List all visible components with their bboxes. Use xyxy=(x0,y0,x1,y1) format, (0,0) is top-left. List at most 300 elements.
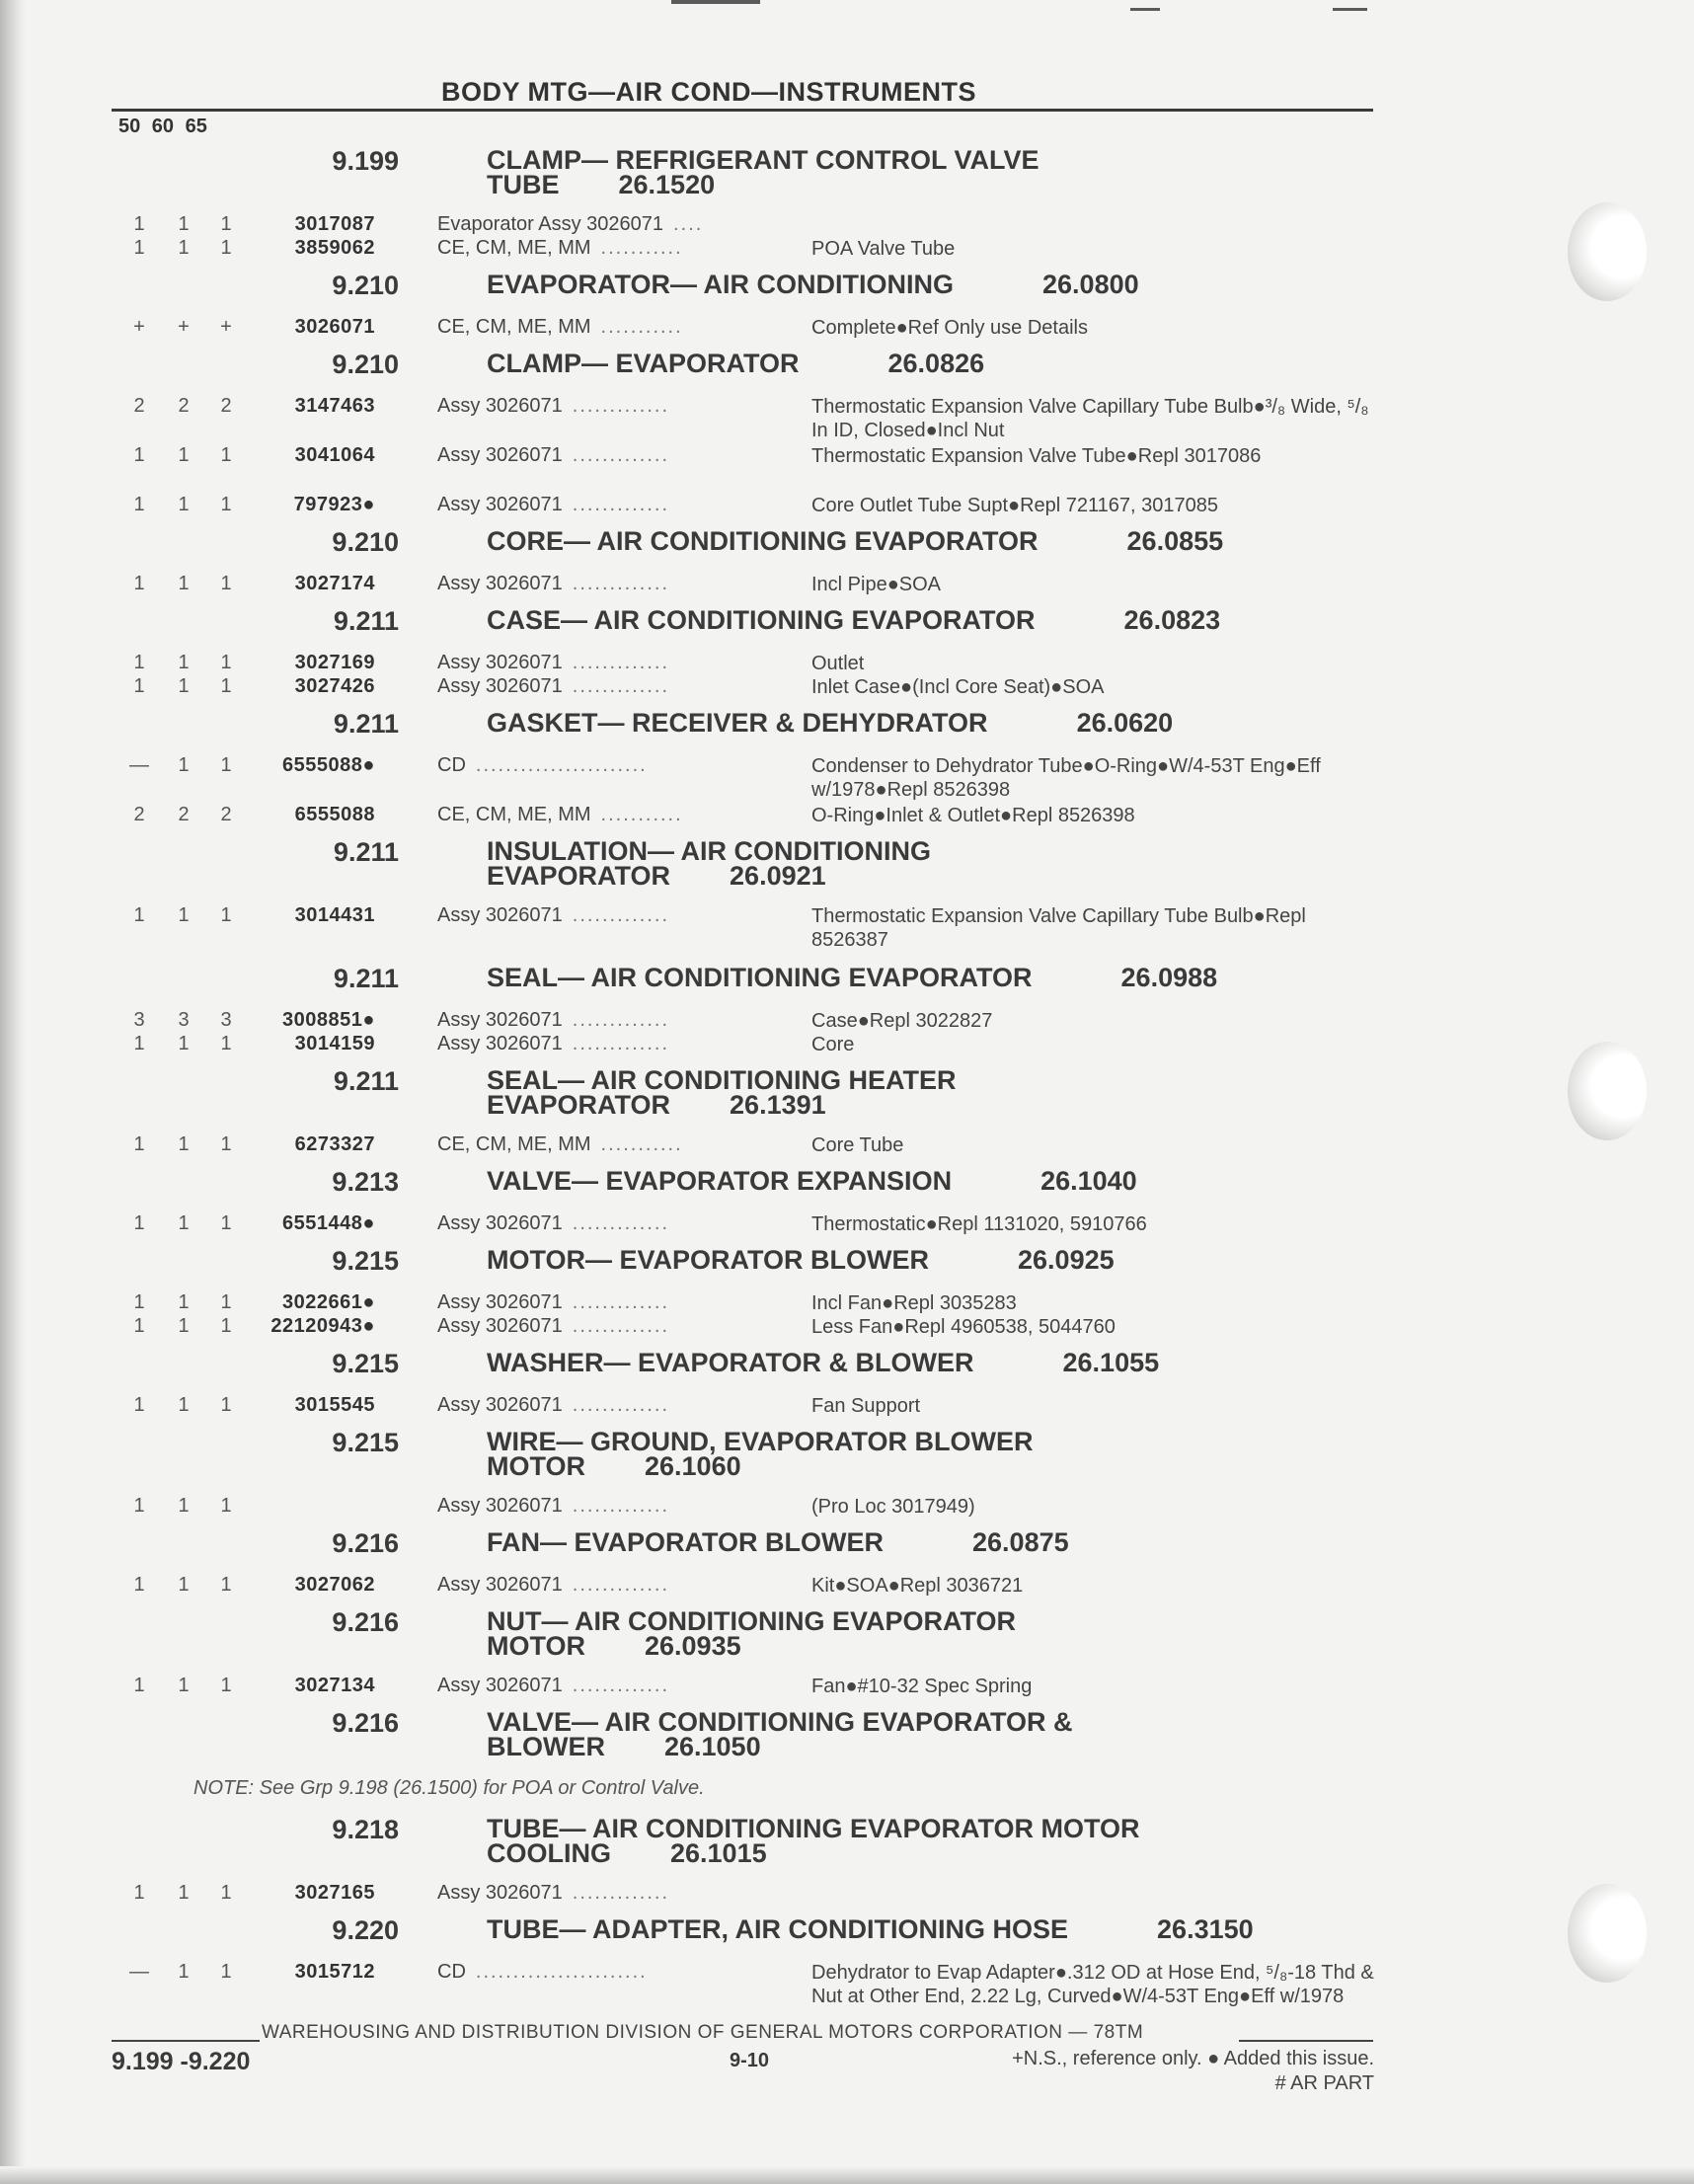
part-number: 3015545 xyxy=(294,1394,375,1416)
part-description: Fan●#10-32 Spec Spring xyxy=(811,1676,1033,1697)
part-group xyxy=(0,827,1694,904)
part-number: 6551448● xyxy=(282,1212,375,1234)
part-number: 3027426 xyxy=(294,675,375,697)
quantity-cell: 1 xyxy=(178,1961,190,1983)
model-text: Assy 3026071 xyxy=(437,1291,563,1313)
model-applicability xyxy=(437,1315,669,1338)
group-code: 26.1055 xyxy=(1062,1348,1160,1377)
part-number: 3041064 xyxy=(294,444,375,466)
group-number: 9.199 xyxy=(332,146,399,176)
group-code: 26.0921 xyxy=(730,861,826,891)
quantity-cell: 2 xyxy=(178,395,190,417)
group-title-line: EVAPORATOR— AIR CONDITIONING xyxy=(487,270,955,299)
model-applicability xyxy=(437,1212,669,1235)
model-text: Assy 3026071 xyxy=(437,573,563,594)
part-group xyxy=(0,1157,1694,1212)
quantity-cell: 1 xyxy=(133,675,145,697)
group-code: 26.1040 xyxy=(1040,1166,1137,1196)
quantity-cell: 1 xyxy=(133,573,145,594)
group-code: 26.0875 xyxy=(972,1527,1069,1557)
part-description: Inlet Case●(Incl Core Seat)●SOA xyxy=(811,676,1105,698)
quantity-cell: 1 xyxy=(220,1291,232,1313)
leader-dots: ........... xyxy=(600,316,683,338)
part-description: Incl Fan●Repl 3035283 xyxy=(811,1292,1017,1314)
leader-dots: ............. xyxy=(572,904,670,926)
leader-dots: ........... xyxy=(600,1133,683,1155)
group-note xyxy=(0,1775,1694,1805)
quantity-cell: 1 xyxy=(220,675,232,697)
part-description: Thermostatic Expansion Valve Tube●Repl 3017086 xyxy=(811,445,1262,467)
quantity-cell: 1 xyxy=(133,904,145,926)
part-group xyxy=(0,1805,1694,1882)
leader-dots: ............. xyxy=(572,1574,670,1596)
group-code: 26.0826 xyxy=(887,349,985,378)
leader-dots: ............. xyxy=(572,573,670,594)
leader-dots: ....................... xyxy=(475,1961,648,1983)
group-title-line: CORE— AIR CONDITIONING EVAPORATOR xyxy=(487,526,1039,556)
part-row xyxy=(0,1212,1694,1236)
quantity-cell: 1 xyxy=(178,1212,190,1234)
part-description: Thermostatic●Repl 1131020, 5910766 xyxy=(811,1213,1147,1235)
group-title-line: TUBE xyxy=(487,170,560,199)
model-applicability xyxy=(437,652,669,674)
part-description: Case●Repl 3022827 xyxy=(811,1010,993,1032)
model-applicability xyxy=(437,1291,669,1314)
group-title-line: WIRE— GROUND, EVAPORATOR BLOWER xyxy=(487,1427,1034,1456)
model-text: Assy 3026071 xyxy=(437,1033,563,1054)
model-text: Assy 3026071 xyxy=(437,1212,563,1234)
leader-dots: ........... xyxy=(600,237,683,259)
quantity-cell: 1 xyxy=(178,1291,190,1313)
quantity-cell: 1 xyxy=(220,573,232,594)
group-title xyxy=(487,708,1375,738)
quantity-cell: 1 xyxy=(133,494,145,515)
quantity-cell: 1 xyxy=(133,652,145,673)
part-group xyxy=(0,1236,1694,1291)
quantity-cell: 1 xyxy=(178,1495,190,1517)
model-text: CE, CM, ME, MM xyxy=(437,804,591,825)
group-title-line: GASKET— RECEIVER & DEHYDRATOR xyxy=(487,708,988,738)
part-number: 3027134 xyxy=(294,1675,375,1696)
group-number: 9.215 xyxy=(332,1246,399,1276)
leader-dots: ............. xyxy=(572,675,670,697)
part-number: 797923● xyxy=(293,494,375,515)
page-bottom-shadow xyxy=(0,2166,1694,2184)
quantity-cell: 1 xyxy=(133,237,145,259)
quantity-cell: 1 xyxy=(178,1033,190,1054)
quantity-cell: 1 xyxy=(178,494,190,515)
model-applicability xyxy=(437,494,669,516)
part-description: Complete●Ref Only use Details xyxy=(811,317,1088,339)
group-code: 26.1520 xyxy=(618,170,716,199)
quantity-cell: 1 xyxy=(220,652,232,673)
group-number: 9.215 xyxy=(332,1349,399,1378)
part-number: 3014431 xyxy=(294,904,375,926)
part-row xyxy=(0,1033,1694,1056)
leader-dots: ........... xyxy=(600,804,683,825)
quantity-cell: 1 xyxy=(220,1574,232,1596)
group-title-line: INSULATION— AIR CONDITIONING xyxy=(487,836,931,866)
quantity-cell: 1 xyxy=(178,754,190,776)
group-title-line: MOTOR xyxy=(487,1631,585,1661)
model-applicability xyxy=(437,1961,648,1984)
group-title xyxy=(487,1166,1375,1196)
quantity-cell: 1 xyxy=(220,444,232,466)
group-title xyxy=(487,1427,1375,1481)
part-group xyxy=(0,1906,1694,1961)
quantity-cell: 1 xyxy=(133,1315,145,1337)
part-group xyxy=(0,954,1694,1009)
model-text: Assy 3026071 xyxy=(437,1574,563,1596)
group-title-line: CLAMP— EVAPORATOR xyxy=(487,349,800,378)
group-title-line: MOTOR— EVAPORATOR BLOWER xyxy=(487,1245,930,1275)
group-code: 26.3150 xyxy=(1157,1914,1254,1944)
group-number: 9.211 xyxy=(333,606,399,636)
quantity-cell: 2 xyxy=(178,804,190,825)
quantity-cell: 1 xyxy=(178,1133,190,1155)
quantity-cell: 1 xyxy=(220,237,232,259)
group-title xyxy=(487,1065,1375,1120)
group-code: 26.0925 xyxy=(1018,1245,1115,1275)
quantity-cell: 1 xyxy=(178,652,190,673)
quantity-cell: 1 xyxy=(220,213,232,235)
leader-dots: ............. xyxy=(572,395,670,417)
part-number: 6555088● xyxy=(282,754,375,776)
group-title xyxy=(487,1606,1375,1661)
part-description: Thermostatic Expansion Valve Capillary Tube Bulb●³/₈ Wide, ⁵/₈ In ID, Closed●Incl Nut xyxy=(811,396,1369,441)
model-text: Assy 3026071 xyxy=(437,1009,563,1031)
quantity-cell: 1 xyxy=(220,1033,232,1054)
leader-dots: ............. xyxy=(572,1394,670,1416)
leader-dots: ............. xyxy=(572,1315,670,1337)
quantity-cell: + xyxy=(220,316,232,338)
part-number: 3027169 xyxy=(294,652,375,673)
group-title xyxy=(487,270,1375,299)
quantity-cell: 1 xyxy=(220,904,232,926)
model-applicability xyxy=(437,316,683,339)
part-description: Core xyxy=(811,1034,855,1055)
part-row xyxy=(0,675,1694,699)
quantity-cell: 1 xyxy=(178,444,190,466)
part-row xyxy=(0,804,1694,827)
part-description: Incl Pipe●SOA xyxy=(811,574,942,595)
group-code: 26.1015 xyxy=(670,1838,767,1868)
group-title-line: FAN— EVAPORATOR BLOWER xyxy=(487,1527,885,1557)
group-title-line: VALVE— AIR CONDITIONING EVAPORATOR & xyxy=(487,1707,1073,1737)
model-text: Assy 3026071 xyxy=(437,1495,563,1517)
quantity-cell: 1 xyxy=(133,1133,145,1155)
leader-dots: ............. xyxy=(572,1675,670,1696)
quantity-cell: 1 xyxy=(133,1212,145,1234)
part-row xyxy=(0,444,1694,494)
part-row xyxy=(0,573,1694,596)
leader-dots: ............. xyxy=(572,1009,670,1031)
part-number: 3022661● xyxy=(282,1291,375,1313)
page-title: BODY MTG—AIR COND—INSTRUMENTS xyxy=(441,77,977,107)
quantity-cell: 1 xyxy=(133,1882,145,1904)
part-number: 3027165 xyxy=(294,1882,375,1904)
model-year-columns: 50 60 65 xyxy=(118,116,207,137)
quantity-cell: 2 xyxy=(220,804,232,825)
model-applicability xyxy=(437,1495,669,1518)
group-title-line: VALVE— EVAPORATOR EXPANSION xyxy=(487,1166,953,1196)
model-text: Assy 3026071 xyxy=(437,395,563,417)
symbol-legend: +N.S., reference only. ● Added this issue. xyxy=(1012,2048,1374,2069)
footer-division: WAREHOUSING AND DISTRIBUTION DIVISION OF GENERAL MOTORS CORPORATION — 78TM xyxy=(262,2022,1144,2043)
quantity-cell: 1 xyxy=(220,1882,232,1904)
model-applicability xyxy=(437,237,683,260)
group-number: 9.211 xyxy=(333,709,399,739)
quantity-cell: 2 xyxy=(220,395,232,417)
part-group xyxy=(0,1519,1694,1574)
group-title xyxy=(487,1814,1375,1868)
part-row xyxy=(0,754,1694,804)
group-title xyxy=(487,836,1375,891)
group-code: 26.0935 xyxy=(645,1631,741,1661)
scan-mark xyxy=(671,0,760,4)
model-text: Assy 3026071 xyxy=(437,652,563,673)
part-description: Less Fan●Repl 4960538, 5044760 xyxy=(811,1316,1116,1338)
part-number: 3017087 xyxy=(294,213,375,235)
leader-dots: .... xyxy=(673,213,704,235)
quantity-cell: 1 xyxy=(220,1675,232,1696)
quantity-cell: 1 xyxy=(220,1961,232,1983)
model-text: Assy 3026071 xyxy=(437,444,563,466)
model-applicability xyxy=(437,754,648,777)
quantity-cell: 1 xyxy=(178,237,190,259)
part-row xyxy=(0,904,1694,954)
model-applicability xyxy=(437,904,669,927)
group-code: 26.0620 xyxy=(1076,708,1174,738)
part-description: O-Ring●Inlet & Outlet●Repl 8526398 xyxy=(811,805,1135,826)
quantity-cell: 1 xyxy=(133,1394,145,1416)
model-text: Assy 3026071 xyxy=(437,1315,563,1337)
part-row xyxy=(0,1675,1694,1698)
quantity-cell: 1 xyxy=(178,1315,190,1337)
group-title xyxy=(487,963,1375,992)
model-applicability xyxy=(437,1394,669,1417)
model-text: Assy 3026071 xyxy=(437,494,563,515)
part-description: Dehydrator to Evap Adapter●.312 OD at Hose End, ⁵/₈-18 Thd & Nut at Other End, 2.22 Lg, Curved●W/4-53T Eng●Eff w/1978 xyxy=(811,1962,1374,2007)
model-text: CD xyxy=(437,1961,466,1983)
group-number: 9.210 xyxy=(332,350,399,379)
quantity-cell: + xyxy=(178,316,190,338)
scan-mark xyxy=(1130,8,1160,11)
group-code: 26.0988 xyxy=(1120,963,1218,992)
group-title-line: NUT— AIR CONDITIONING EVAPORATOR xyxy=(487,1606,1017,1636)
part-row xyxy=(0,1133,1694,1157)
model-text: Assy 3026071 xyxy=(437,904,563,926)
group-title-line: EVAPORATOR xyxy=(487,1090,671,1120)
group-code: 26.1050 xyxy=(663,1732,761,1761)
part-number: 3859062 xyxy=(294,237,375,259)
model-applicability xyxy=(437,1033,669,1055)
group-title-line: MOTOR xyxy=(487,1451,585,1481)
part-number: 22120943● xyxy=(270,1315,375,1337)
group-title-line: TUBE— ADAPTER, AIR CONDITIONING HOSE xyxy=(487,1914,1069,1944)
group-number: 9.215 xyxy=(332,1428,399,1457)
part-number: 3027062 xyxy=(294,1574,375,1596)
model-text: CE, CM, ME, MM xyxy=(437,237,591,259)
part-description: Condenser to Dehydrator Tube●O-Ring●W/4-53T Eng●Eff w/1978●Repl 8526398 xyxy=(811,755,1321,801)
part-row xyxy=(0,652,1694,675)
group-title-line: TUBE— AIR CONDITIONING EVAPORATOR MOTOR xyxy=(487,1814,1140,1843)
group-number: 9.210 xyxy=(332,527,399,557)
group-code: 26.1060 xyxy=(645,1451,741,1481)
model-applicability xyxy=(437,1009,669,1032)
group-title xyxy=(487,526,1375,556)
quantity-cell: 1 xyxy=(133,1495,145,1517)
quantity-cell: 1 xyxy=(220,1133,232,1155)
group-title-line: COOLING xyxy=(487,1838,611,1868)
leader-dots: ............. xyxy=(572,1033,670,1054)
part-row xyxy=(0,1291,1694,1315)
part-row xyxy=(0,213,1694,237)
quantity-cell: 1 xyxy=(220,1394,232,1416)
group-title-line: EVAPORATOR xyxy=(487,861,671,891)
header-rule xyxy=(112,109,1373,112)
part-row xyxy=(0,1495,1694,1519)
quantity-cell: 1 xyxy=(178,904,190,926)
leader-dots: ............. xyxy=(572,652,670,673)
part-row xyxy=(0,1009,1694,1033)
leader-dots: ............. xyxy=(572,494,670,515)
quantity-cell: 1 xyxy=(220,494,232,515)
part-group xyxy=(0,1339,1694,1394)
quantity-cell: 1 xyxy=(178,573,190,594)
quantity-cell: 1 xyxy=(133,1574,145,1596)
part-group xyxy=(0,699,1694,754)
quantity-cell: 3 xyxy=(220,1009,232,1031)
part-number: 3147463 xyxy=(294,395,375,417)
part-description: POA Valve Tube xyxy=(811,238,956,260)
model-applicability xyxy=(437,1675,669,1697)
group-title xyxy=(487,145,1375,199)
part-description: Core Tube xyxy=(811,1134,904,1156)
part-group xyxy=(0,1056,1694,1133)
part-row xyxy=(0,1394,1694,1418)
group-number: 9.213 xyxy=(332,1167,399,1197)
group-range: 9.199 -9.220 xyxy=(112,2048,251,2075)
part-number: 6273327 xyxy=(294,1133,375,1155)
part-group xyxy=(0,261,1694,316)
group-code: 26.0800 xyxy=(1042,270,1139,299)
leader-dots: ............. xyxy=(572,1291,670,1313)
group-number: 9.216 xyxy=(332,1528,399,1558)
footer-rule-right xyxy=(1239,2040,1373,2042)
quantity-cell: 1 xyxy=(178,675,190,697)
model-applicability xyxy=(437,675,669,698)
group-code: 26.0823 xyxy=(1123,605,1221,635)
quantity-cell: 1 xyxy=(178,1394,190,1416)
model-applicability xyxy=(437,573,669,595)
parts-list xyxy=(0,136,1694,2034)
group-title-line: SEAL— AIR CONDITIONING EVAPORATOR xyxy=(487,963,1033,992)
group-title-line: SEAL— AIR CONDITIONING HEATER xyxy=(487,1065,957,1095)
model-applicability xyxy=(437,213,703,236)
model-applicability xyxy=(437,1133,683,1156)
part-group xyxy=(0,136,1694,213)
quantity-cell: 1 xyxy=(220,1315,232,1337)
page-number: 9-10 xyxy=(730,2050,770,2071)
part-group xyxy=(0,1598,1694,1675)
model-text: Assy 3026071 xyxy=(437,1675,563,1696)
part-description: (Pro Loc 3017949) xyxy=(811,1496,975,1518)
group-title xyxy=(487,1914,1375,1944)
part-number: 3027174 xyxy=(294,573,375,594)
part-group xyxy=(0,1418,1694,1495)
part-description: Fan Support xyxy=(811,1395,921,1417)
quantity-cell: 1 xyxy=(220,1212,232,1234)
model-text: CE, CM, ME, MM xyxy=(437,1133,591,1155)
quantity-cell: + xyxy=(133,316,145,338)
ar-part-legend: # AR PART xyxy=(1274,2072,1374,2094)
model-text: Assy 3026071 xyxy=(437,675,563,697)
quantity-cell: 1 xyxy=(133,1033,145,1054)
model-text: Assy 3026071 xyxy=(437,1394,563,1416)
group-title xyxy=(487,351,1375,376)
quantity-cell: 1 xyxy=(178,1574,190,1596)
quantity-cell: 1 xyxy=(133,213,145,235)
part-group xyxy=(0,596,1694,652)
note-text: NOTE: See Grp 9.198 (26.1500) for POA or Control Valve. xyxy=(193,1777,705,1799)
part-group xyxy=(0,517,1694,573)
quantity-cell: 3 xyxy=(178,1009,190,1031)
part-number: 3014159 xyxy=(294,1033,375,1054)
group-title-line: WASHER— EVAPORATOR & BLOWER xyxy=(487,1348,974,1377)
scan-mark xyxy=(1333,8,1367,11)
group-title xyxy=(487,1245,1375,1275)
group-number: 9.216 xyxy=(332,1708,399,1738)
group-code: 26.0855 xyxy=(1126,526,1224,556)
quantity-cell: 1 xyxy=(178,1675,190,1696)
quantity-cell: 2 xyxy=(133,804,145,825)
part-description: Core Outlet Tube Supt●Repl 721167, 3017085 xyxy=(811,495,1219,516)
group-title xyxy=(487,1707,1375,1761)
quantity-cell: 1 xyxy=(133,1675,145,1696)
quantity-cell: — xyxy=(129,1961,149,1983)
model-text: CD xyxy=(437,754,466,776)
model-text: Evaporator Assy 3026071 xyxy=(437,213,664,235)
model-text: CE, CM, ME, MM xyxy=(437,316,591,338)
group-number: 9.211 xyxy=(333,1066,399,1096)
quantity-cell: 3 xyxy=(133,1009,145,1031)
quantity-cell: 1 xyxy=(220,754,232,776)
part-number: 3026071 xyxy=(294,316,375,338)
part-row xyxy=(0,1882,1694,1906)
part-description: Kit●SOA●Repl 3036721 xyxy=(811,1575,1024,1597)
group-number: 9.220 xyxy=(332,1915,399,1945)
leader-dots: ............. xyxy=(572,1495,670,1517)
leader-dots: ............. xyxy=(572,444,670,466)
part-description: Thermostatic Expansion Valve Capillary Tube Bulb●Repl 8526387 xyxy=(811,905,1306,951)
part-row xyxy=(0,494,1694,517)
model-applicability xyxy=(437,1574,669,1597)
model-applicability xyxy=(437,1882,669,1905)
part-description: Outlet xyxy=(811,653,865,674)
group-number: 9.218 xyxy=(332,1815,399,1844)
group-number: 9.211 xyxy=(333,837,399,867)
model-applicability xyxy=(437,444,669,467)
leader-dots: ............. xyxy=(572,1212,670,1234)
group-number: 9.216 xyxy=(332,1607,399,1637)
quantity-cell: 1 xyxy=(178,213,190,235)
quantity-cell: 1 xyxy=(133,444,145,466)
group-title-line: CLAMP— REFRIGERANT CONTROL VALVE xyxy=(487,145,1040,175)
group-title xyxy=(487,605,1375,635)
group-number: 9.210 xyxy=(332,271,399,300)
group-title-line: BLOWER xyxy=(487,1732,605,1761)
